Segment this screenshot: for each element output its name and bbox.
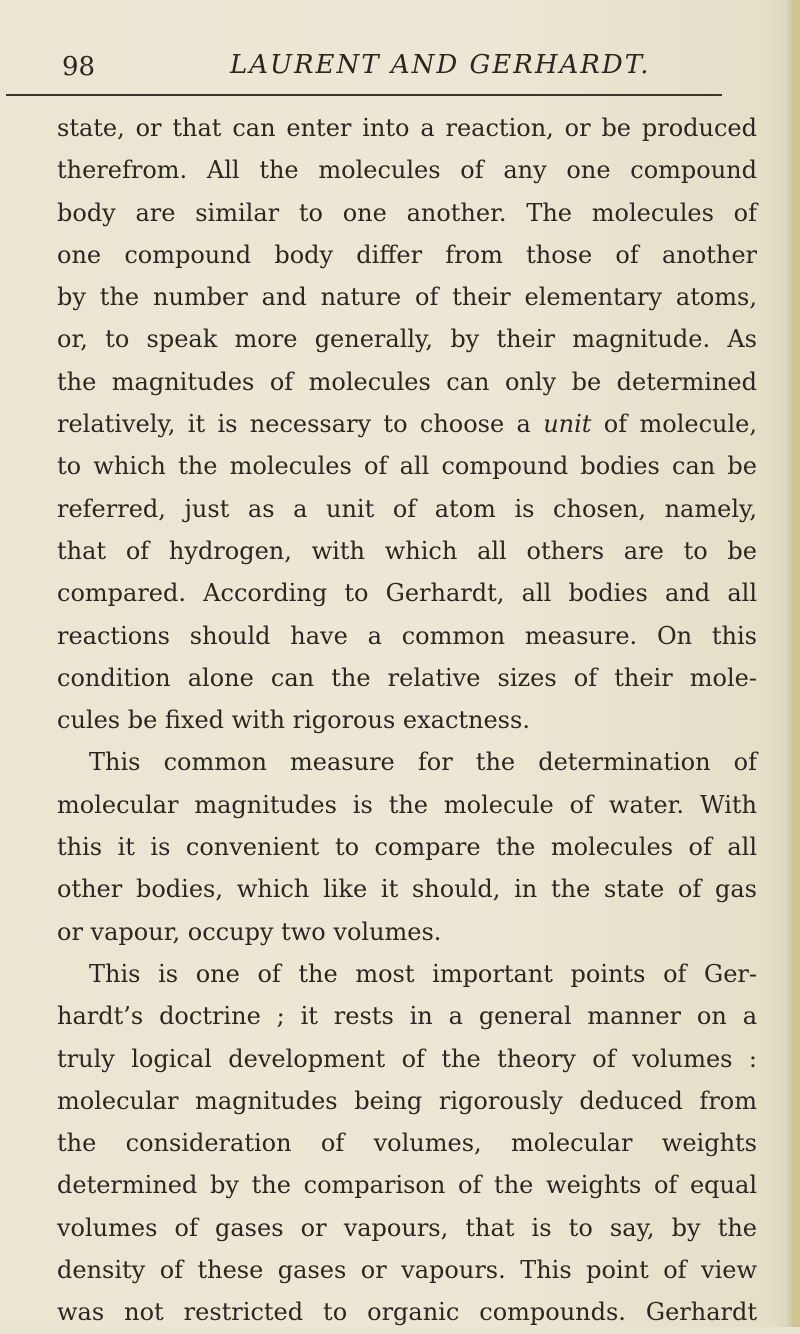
- italic-word: unit: [543, 410, 592, 439]
- paragraph-start-line: This is one of the most important points of Ger-: [89, 959, 757, 988]
- text-line: body are similar to one another. The molecules of: [57, 198, 757, 227]
- page-edge-shadow: [786, 0, 800, 1327]
- text-line: other bodies, which like it should, in the state of gas: [57, 875, 757, 904]
- text-line: therefrom. All the molecules of any one compound: [57, 156, 757, 185]
- text-line: the consideration of volumes, molecular weights: [57, 1129, 757, 1158]
- text-line: compared. According to Gerhardt, all bodies and all: [57, 579, 757, 608]
- text-line: state, or that can enter into a reaction, or be produced: [57, 114, 757, 142]
- text-line-with-italic: [57, 403, 757, 445]
- body-text: [57, 107, 757, 1334]
- header-rule: [6, 94, 722, 96]
- text-fragment: relatively, it is necessary to choose a: [57, 410, 531, 439]
- text-line: or, to speak more generally, by their magnitude. As: [57, 325, 757, 354]
- text-line: to which the molecules of all compound bodies can be: [57, 452, 757, 481]
- text-line: or vapour, occupy two volumes.: [57, 917, 442, 946]
- text-line: cules be fixed with rigorous exactness.: [57, 706, 530, 735]
- page-header: [62, 44, 722, 88]
- text-line: molecular magnitudes being rigorously deduced from: [57, 1086, 757, 1115]
- paragraph-start-line: This common measure for the determination of: [89, 748, 757, 777]
- text-line: was not restricted to organic compounds. Gerhardt: [57, 1298, 757, 1327]
- text-line: referred, just as a unit of atom is chosen, namely,: [57, 494, 757, 523]
- text-line: reactions should have a common measure. On this: [57, 621, 757, 650]
- text-line: molecular magnitudes is the molecule of water. With: [57, 790, 757, 819]
- text-line: determined by the comparison of the weights of equal: [57, 1171, 757, 1200]
- text-line: that of hydrogen, with which all others are to be: [57, 536, 757, 565]
- text-line: hardt’s doctrine ; it rests in a general manner on a: [57, 1002, 757, 1031]
- page-number: 98: [62, 52, 96, 82]
- text-line: volumes of gases or vapours, that is to say, by the: [57, 1213, 757, 1242]
- text-line: one compound body differ from those of another: [57, 240, 757, 269]
- text-line: the magnitudes of molecules can only be determined: [57, 367, 757, 396]
- text-line: condition alone can the relative sizes of their mole-: [57, 663, 757, 692]
- text-fragment: of molecule,: [591, 410, 757, 439]
- text-line: truly logical development of the theory of volumes :: [57, 1044, 757, 1073]
- text-line: by the number and nature of their elementary atoms,: [57, 283, 757, 312]
- text-line: density of these gases or vapours. This point of view: [57, 1256, 757, 1285]
- text-line: this it is convenient to compare the molecules of all: [57, 833, 757, 862]
- running-head: LAURENT AND GERHARDT.: [230, 50, 651, 80]
